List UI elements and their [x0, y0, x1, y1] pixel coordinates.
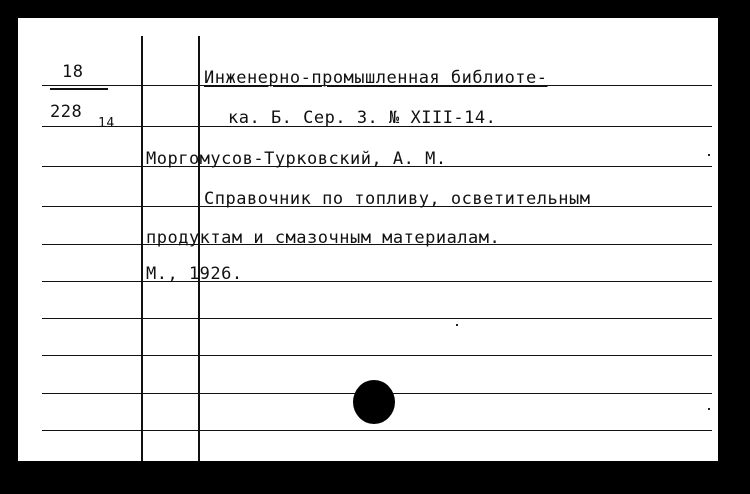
- scan-speck: [708, 408, 710, 410]
- shelfmark-top: 18: [62, 62, 84, 82]
- scan-speck: [708, 154, 710, 156]
- shelfmark-fraction-bar: [50, 88, 108, 90]
- card-line-imprint: М., 1926.: [146, 264, 243, 284]
- shelfmark-sub: 14: [98, 116, 115, 131]
- catalog-card: [18, 18, 718, 461]
- card-line-series: ка. Б. Сер. 3. № XIII-14.: [228, 108, 497, 128]
- shelfmark-bottom: 228: [50, 102, 83, 122]
- scan-speck: [456, 324, 458, 326]
- card-line-title-cont: продуктам и смазочным материалам.: [146, 228, 501, 248]
- right-margin-rule: [198, 36, 200, 461]
- card-line-title: Справочник по топливу, осветительным: [204, 189, 591, 209]
- ruled-line: [42, 281, 712, 282]
- ruled-line: [42, 318, 712, 319]
- left-margin-rule: [141, 36, 143, 461]
- ruled-line: [42, 430, 712, 431]
- card-line-author: Моргомусов-Турковский, А. М.: [146, 149, 447, 169]
- card-line-library: Инженерно-промышленная библиоте-: [204, 68, 548, 88]
- ruled-line: [42, 355, 712, 356]
- punch-hole: [353, 380, 395, 424]
